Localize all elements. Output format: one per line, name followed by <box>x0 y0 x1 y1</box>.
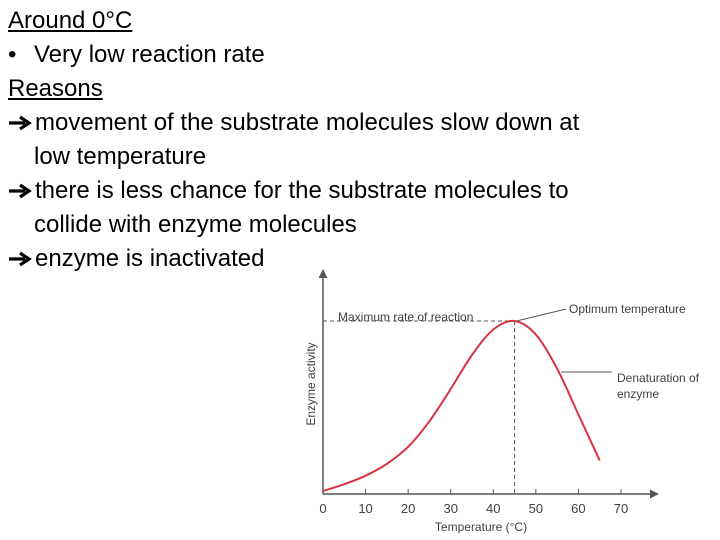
x-tick-label: 20 <box>400 501 416 516</box>
bullet-dot: • <box>8 41 17 68</box>
x-tick-label: 0 <box>319 501 327 516</box>
y-axis-label: Enzyme activity <box>304 342 318 426</box>
reason-text-1: movement of the substrate molecules slow down at <box>35 109 580 136</box>
x-tick-label: 40 <box>486 501 501 516</box>
bullet-text: Very low reaction rate <box>34 41 265 68</box>
x-ticks <box>319 489 628 516</box>
x-tick-label: 50 <box>528 501 544 516</box>
x-tick-label: 70 <box>613 501 629 516</box>
optimum-leader-line <box>517 309 566 321</box>
denaturation-label-line2: enzyme <box>617 387 660 401</box>
x-axis-label: Temperature (°C) <box>434 520 528 534</box>
reasons-heading: Reasons <box>8 75 103 102</box>
x-tick-label: 30 <box>443 501 458 516</box>
activity-curve <box>323 321 600 491</box>
max-rate-label: Maximum rate of reaction <box>338 310 474 324</box>
reason-text-1-cont: low temperature <box>34 143 207 170</box>
reason-text-3: enzyme is inactivated <box>35 245 265 272</box>
reason-text-2: there is less chance for the substrate molecules to <box>35 177 569 204</box>
reason-text-2-cont: collide with enzyme molecules <box>34 211 357 238</box>
x-tick-label: 10 <box>358 501 373 516</box>
x-tick-label: 60 <box>571 501 586 516</box>
slide-heading: Around 0°C <box>8 7 133 34</box>
optimum-label: Optimum temperature <box>569 302 686 316</box>
denaturation-label-line1: Denaturation of <box>617 371 700 385</box>
